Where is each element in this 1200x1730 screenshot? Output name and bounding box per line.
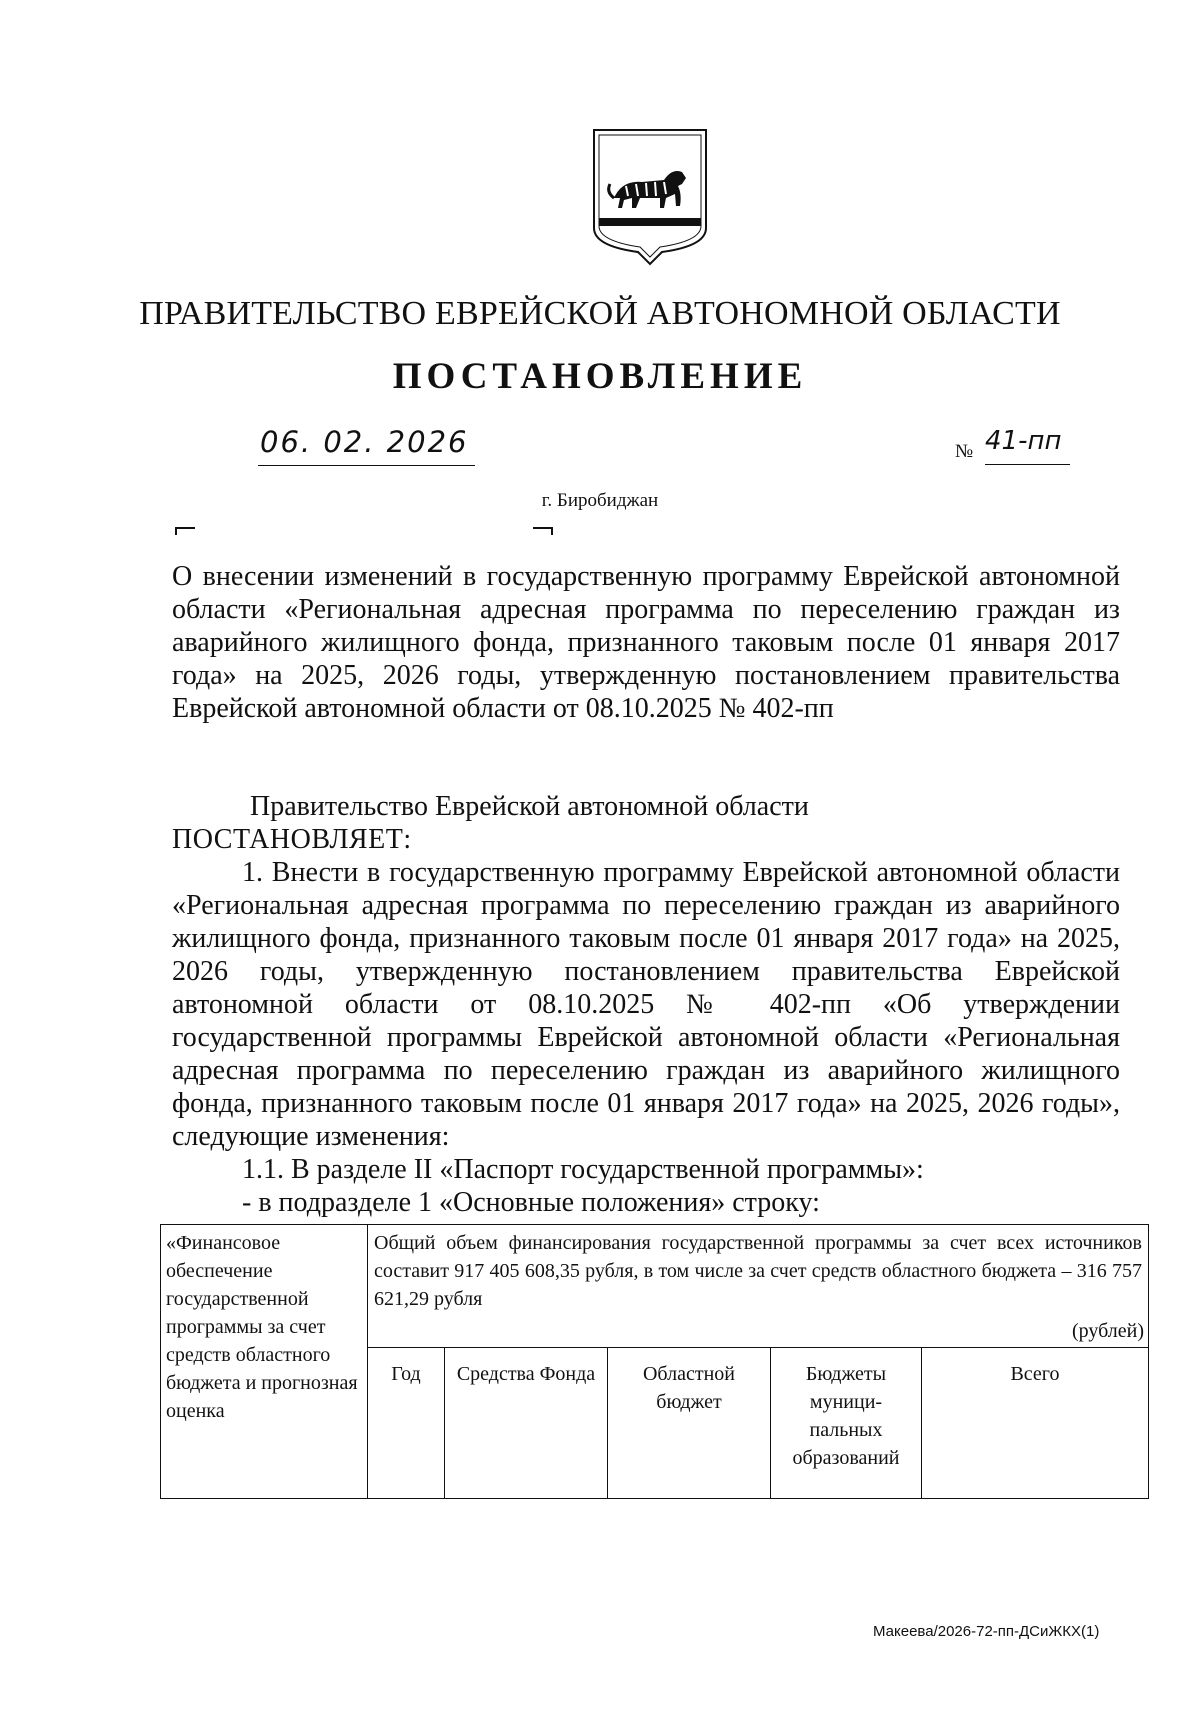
body-intro: Правительство Еврейской автономной области <box>250 791 809 822</box>
document-date-field: 06. 02. 2026 <box>258 425 475 466</box>
body-item-1: 1. Внести в государственную программу Еврейской автономной области «Региональная адресная программа по переселению граждан из аварийного жилищного фонда, признанного таковым после 01 января 2017 года» на 2025, 2026 годы, утвержденную постановлением правительства Еврейской автономной области от 08.10.2025 № 402-пп «Об утверждении государственной программы Еврейской автономной области «Региональная адресная программа по переселению граждан из аварийного жилищного фонда, признанного таковым после 01 января 2017 года» на 2025, 2026 годы», следующие изменения: <box>172 857 1120 1152</box>
financing-table <box>160 1224 1149 1499</box>
coat-of-arms-emblem <box>592 128 708 266</box>
document-number-field: 41-пп <box>985 426 1070 465</box>
column-header-year: Год <box>368 1348 445 1498</box>
column-header-fund: Средства Фонда <box>445 1348 608 1498</box>
decree-word: ПОСТАНОВЛЯЕТ: <box>172 824 412 855</box>
organization-title: ПРАВИТЕЛЬСТВО ЕВРЕЙСКОЙ АВТОНОМНОЙ ОБЛАСТИ <box>139 295 1061 332</box>
subject-bracket-right <box>533 527 553 535</box>
financing-description: Общий объем финансирования государственной программы за счет всех источников составит 917 405 608,35 рубля, в том числе за счет средств областного бюджета – 316 757 621,29 рубля <box>374 1232 1142 1310</box>
financing-right-cell <box>368 1225 1149 1499</box>
number-label: № <box>955 441 974 462</box>
tiger-icon <box>609 171 686 208</box>
column-header-municipal-budgets: Бюджеты муници-пальных образований <box>771 1348 922 1498</box>
column-header-total: Всего <box>922 1348 1149 1498</box>
column-header-regional-budget: Областной бюджет <box>608 1348 771 1498</box>
document-subject <box>172 560 1120 725</box>
subject-text: О внесении изменений в государственную программу Еврейской автономной области «Региональная адресная программа по переселению граждан из аварийного жилищного фонда, признанного таковым после 01 января 2017 года» на 2025, 2026 годы, утвержденную постановлением правительства Еврейской автономной области от 08.10.2025 № 402-пп <box>172 561 1120 724</box>
footer-document-code: Макеева/2026-72-пп-ДСиЖКХ(1) <box>873 1623 1100 1640</box>
document-body <box>172 790 1120 1219</box>
financing-left-cell: «Финансовое обеспечение государственной программы за счет средств областного бюджета и прогнозная оценка <box>161 1225 368 1499</box>
financing-columns-table <box>368 1347 1148 1498</box>
document-kind-title: ПОСТАНОВЛЕНИЕ <box>392 356 808 397</box>
financing-unit: (рублей) <box>1071 1320 1144 1342</box>
city-label: г. Биробиджан <box>541 490 659 511</box>
body-item-1-1: 1.1. В разделе II «Паспорт государственной программы»: <box>242 1154 924 1185</box>
body-item-1-1-sub: - в подразделе 1 «Основные положения» строку: <box>242 1187 820 1218</box>
subject-bracket-left <box>175 527 195 535</box>
